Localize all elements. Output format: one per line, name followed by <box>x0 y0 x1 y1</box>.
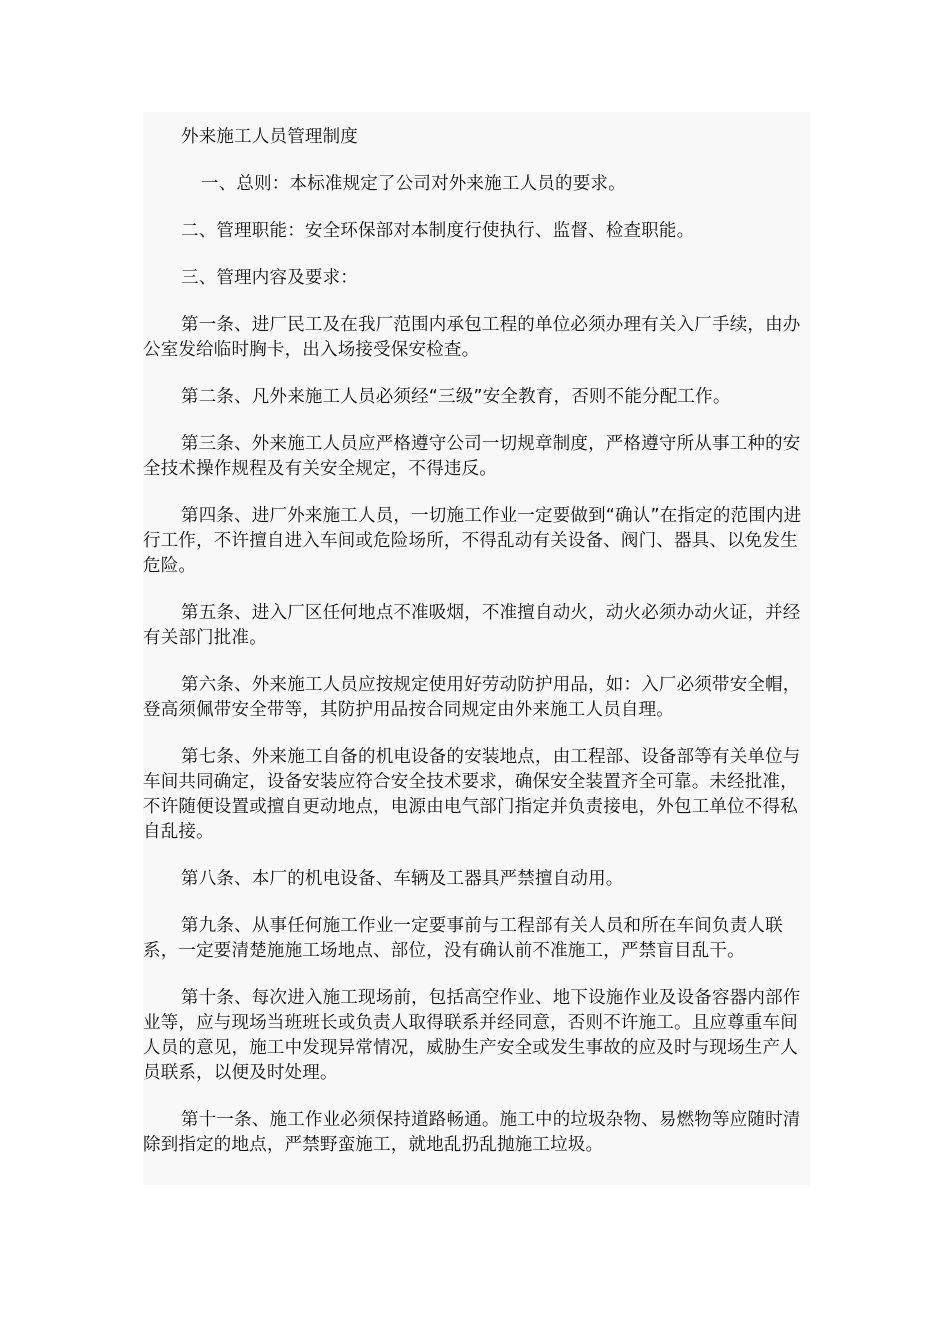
article-4: 第四条、进厂外来施工人员，一切施工作业一定要做到“确认”在指定的范围内进行工作，不许擅自进入车间或危险场所，不得乱动有关设备、阀门、器具、以免发生危险。 <box>143 506 802 576</box>
section-general: 一、总则：本标准规定了公司对外来施工人员的要求。 <box>201 174 626 194</box>
article-11: 第十一条、施工作业必须保持道路畅通。施工中的垃圾杂物、易燃物等应随时清除到指定的地点，严禁野蛮施工，就地乱扔乱抛施工垃圾。 <box>143 1110 801 1155</box>
document-title: 外来施工人员管理制度 <box>181 127 358 147</box>
section-functions: 二、管理职能：安全环保部对本制度行使执行、监督、检查职能。 <box>181 221 695 241</box>
article-7: 第七条、外来施工自备的机电设备的安装地点，由工程部、设备部等有关单位与车间共同确定，设备安装应符合安全技术要求，确保安全装置齐全可靠。未经批准，不许随便设置或擅自更动地点，电源由电气部门指定并负责接电，外包工单位不得私自乱接。 <box>143 747 801 842</box>
article-3: 第三条、外来施工人员应严格遵守公司一切规章制度，严格遵守所从事工种的安全技术操作规程及有关安全规定，不得违反。 <box>143 434 801 479</box>
section-requirements-heading: 三、管理内容及要求： <box>181 268 358 288</box>
article-2: 第二条、凡外来施工人员必须经“三级”安全教育，否则不能分配工作。 <box>181 387 731 407</box>
article-8: 第八条、本厂的机电设备、车辆及工器具严禁擅自动用。 <box>181 869 624 889</box>
article-5: 第五条、进入厂区任何地点不准吸烟，不准擅自动火，动火必须办动火证，并经有关部门批准。 <box>143 603 801 648</box>
article-6: 第六条、外来施工人员应按规定使用好劳动防护用品，如：入厂必须带安全帽，登高须佩带安全带等，其防护用品按合同规定由外来施工人员自理。 <box>143 675 801 720</box>
article-10: 第十条、每次进入施工现场前，包括高空作业、地下设施作业及设备容器内部作业等，应与现场当班班长或负责人取得联系并经同意，否则不许施工。且应尊重车间人员的意见，施工中发现异常情况，威胁生产安全或发生事故的应及时与现场生产人员联系，以便及时处理。 <box>143 988 801 1083</box>
document-content <box>143 125 810 1180</box>
article-9: 第九条、从事任何施工作业一定要事前与工程部有关人员和所在车间负责人联系，一定要清楚施施工场地点、部位，没有确认前不准施工，严禁盲目乱干。 <box>143 916 783 961</box>
article-1: 第一条、进厂民工及在我厂范围内承包工程的单位必须办理有关入厂手续，由办公室发给临时胸卡，出入场接受保安检查。 <box>143 315 801 360</box>
